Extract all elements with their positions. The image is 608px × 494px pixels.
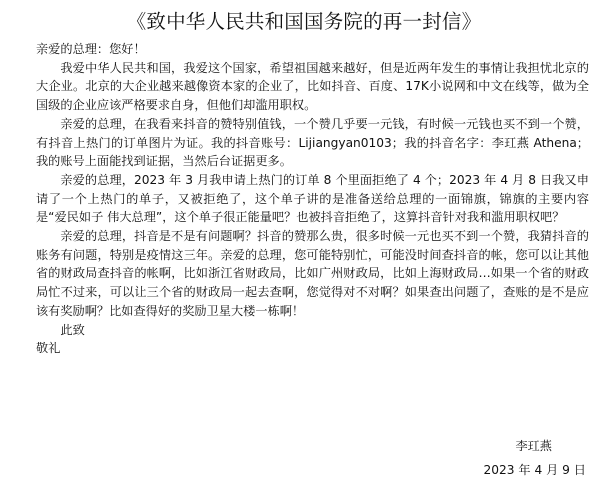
letter-title: 《致中华人民共和国国务院的再一封信》: [126, 10, 482, 33]
letter-salutation: 亲爱的总理：您好！: [36, 42, 146, 56]
signature-name: 李玒燕: [515, 439, 552, 453]
letter-paragraph-3: 亲爱的总理，2023 年 3 月我申请上热门的订单 8 个里面拒绝了 4 个；2023 年 4 月 8 日我又申请了一个上热门的单子，又被拒绝了，这个单子讲的是准备送给总理的一面锦旗，锦旗的主要内容是“爱民如子 伟大总理”，这个单子很正能量吧？也被抖音拒绝了，这算抖音针对我和滥用职权吧？: [36, 172, 589, 225]
letter-closing-jingli: 敬礼: [36, 341, 61, 356]
letter-paragraph-2: 亲爱的总理，在我看来抖音的赞特别值钱，一个赞几乎要一元钱，有时候一元钱也买不到一个赞，有抖音上热门的订单图片为证。我的抖音账号：Lijiangyan0103；我的抖音名字：李玒燕 Athena；我的账号上面能找到证据，当然后台证据更多。: [36, 116, 589, 169]
letter-paragraph-4: 亲爱的总理，抖音是不是有问题啊？抖音的赞那么贵，很多时候一元也买不到一个赞，我猜抖音的账务有问题，特别是疫情这三年。亲爱的总理，您可能特别忙，可能没时间查抖音的帐，您可以让其他省的财政局查抖音的帐啊，比如浙江省财政局，比如广州财政局，比如上海财政局…如果一个省的财政局忙不过来，可以让三个省的财政局一起去查啊，您觉得对不对啊？如果查出问题了，查账的是不是应该有奖励啊？比如查得好的奖励卫星大楼一栋啊！: [36, 229, 589, 318]
letter-closing-cizhi: 此致: [60, 322, 85, 337]
letter-body: [36, 40, 589, 358]
signature-date: 2023 年 4 月 9 日: [483, 463, 586, 477]
letter-paragraph-1: 我爱中华人民共和国，我爱这个国家，希望祖国越来越好，但是近两年发生的事情让我担忧北京的大企业。北京的大企业越来越像资本家的企业了，比如抖音、百度、17K小说网和中文在线等，做为全国级的企业应该严格要求自身，但他们却滥用职权。: [36, 60, 589, 113]
